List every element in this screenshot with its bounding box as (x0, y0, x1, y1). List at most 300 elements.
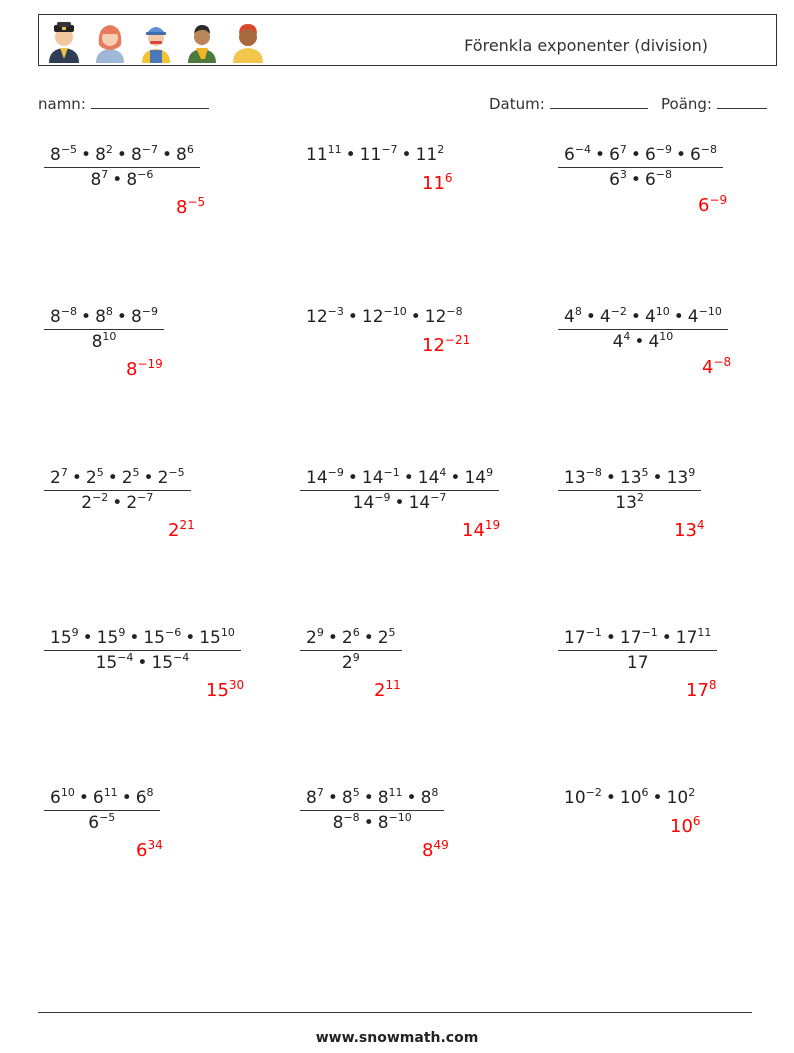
base: 14 (361, 468, 384, 488)
power-term (564, 468, 602, 488)
date-blank[interactable] (550, 94, 648, 109)
exponent: −9 (374, 491, 391, 504)
answer (176, 197, 205, 218)
answer-base: 17 (686, 680, 709, 701)
base: 13 (666, 468, 689, 488)
base: 8 (130, 145, 142, 165)
power-term (667, 468, 696, 488)
power-term (627, 653, 649, 673)
power-term (421, 788, 439, 808)
power-term (199, 628, 235, 648)
power-term (620, 788, 649, 808)
base: 15 (95, 653, 118, 673)
power-term (50, 468, 68, 488)
footer-url: www.snowmath.com (315, 1030, 479, 1046)
exponent: 2 (105, 143, 113, 156)
multiply-dot: • (327, 788, 338, 808)
problem-7 (44, 466, 195, 541)
date-field[interactable] (489, 94, 648, 113)
power-term (306, 628, 324, 648)
exponent: −7 (137, 491, 154, 504)
exponent: 2 (688, 786, 696, 799)
power-term (600, 307, 627, 327)
power-term (131, 145, 158, 165)
power-term (50, 307, 77, 327)
exponent: −4 (117, 651, 134, 664)
exponent: 5 (96, 466, 104, 479)
base: 8 (332, 813, 344, 833)
problem-13 (44, 786, 163, 861)
multiply-dot: • (112, 170, 123, 190)
base: 15 (199, 628, 221, 648)
worker-avatar-icon (137, 19, 175, 63)
exponent: 5 (388, 626, 396, 639)
multiply-dot: • (634, 332, 645, 352)
police-officer-avatar-icon (45, 19, 83, 63)
base: 8 (176, 145, 187, 165)
power-term (564, 145, 591, 165)
base: 8 (377, 788, 389, 808)
fraction (44, 628, 241, 673)
numerator (300, 788, 444, 811)
base: 15 (96, 628, 119, 648)
problem-15 (558, 786, 701, 837)
multiply-dot: • (403, 468, 414, 488)
base: 11 (306, 145, 328, 165)
answer (702, 357, 731, 378)
base: 2 (157, 468, 169, 488)
denominator (44, 651, 241, 673)
exponent: 11 (103, 786, 118, 799)
fraction (44, 307, 164, 352)
fraction (44, 788, 160, 833)
exponent: 7 (60, 466, 68, 479)
answer (422, 840, 449, 861)
base: 12 (306, 307, 328, 327)
denominator (300, 491, 499, 513)
multiply-dot: • (630, 307, 641, 327)
answer-exponent: −8 (713, 355, 732, 369)
name-blank[interactable] (91, 94, 209, 109)
exponent: 9 (688, 466, 696, 479)
base: 6 (609, 145, 620, 165)
name-field[interactable] (38, 94, 209, 113)
multiply-dot: • (161, 145, 173, 165)
problem-9 (558, 466, 705, 541)
base: 8 (130, 307, 142, 327)
exponent: 2 (437, 143, 445, 156)
base: 2 (121, 468, 133, 488)
exponent: −7 (141, 143, 158, 156)
multiply-dot: • (327, 628, 338, 648)
exponent: −6 (137, 168, 154, 181)
power-term (362, 468, 400, 488)
numerator (558, 307, 728, 330)
multiply-dot: • (82, 628, 93, 648)
power-term (667, 788, 696, 808)
fraction (558, 307, 728, 352)
base: 2 (81, 493, 93, 513)
power-term (95, 145, 113, 165)
denominator (300, 651, 402, 673)
score-blank[interactable] (717, 94, 767, 109)
multiply-dot: • (363, 813, 374, 833)
exponent: 5 (132, 466, 140, 479)
multiply-dot: • (605, 788, 616, 808)
answer (670, 816, 701, 837)
power-term (126, 493, 153, 513)
power-term (609, 170, 627, 190)
multiply-dot: • (185, 628, 196, 648)
problem-12 (558, 626, 717, 701)
power-term (676, 628, 712, 648)
base: 8 (50, 145, 61, 165)
power-term (50, 145, 77, 165)
exponent: −5 (99, 811, 116, 824)
answer-exponent: 6 (692, 814, 701, 828)
multiply-dot: • (363, 628, 374, 648)
base: 14 (352, 493, 375, 513)
base: 14 (306, 468, 328, 488)
answer-base: 14 (462, 520, 485, 541)
answer-exponent: 49 (433, 838, 449, 852)
base: 2 (85, 468, 97, 488)
power-term (131, 307, 158, 327)
exponent: −7 (430, 491, 447, 504)
exponent: −2 (585, 786, 602, 799)
power-term (564, 788, 602, 808)
base: 12 (424, 307, 447, 327)
answer-exponent: −21 (444, 333, 471, 347)
exponent: −5 (168, 466, 185, 479)
multiply-dot: • (675, 145, 687, 165)
exponent: 4 (439, 466, 447, 479)
exponent: 9 (486, 466, 494, 479)
exponent: 8 (105, 305, 113, 318)
answer-exponent: 6 (444, 171, 453, 185)
answer-exponent: 8 (708, 678, 717, 692)
multiply-dot: • (71, 468, 82, 488)
exponent: −8 (655, 168, 672, 181)
power-term (353, 493, 391, 513)
power-term (306, 788, 324, 808)
fraction (44, 468, 191, 513)
numerator (44, 788, 160, 811)
power-term (564, 628, 602, 648)
base: 4 (644, 307, 656, 327)
exponent: −2 (610, 305, 627, 318)
power-term (613, 332, 631, 352)
answer-base: 2 (374, 680, 386, 701)
problem-5 (300, 305, 471, 356)
exponent: −9 (655, 143, 672, 156)
exponent: −3 (327, 305, 344, 318)
power-term (620, 468, 649, 488)
multiply-dot: • (630, 145, 641, 165)
multiply-dot: • (347, 307, 358, 327)
base: 4 (612, 332, 624, 352)
power-term (645, 170, 672, 190)
base: 17 (626, 653, 649, 673)
worksheet-header (38, 14, 777, 66)
problem-11 (300, 626, 402, 701)
power-term (378, 628, 396, 648)
fraction (44, 145, 200, 190)
base: 13 (615, 493, 637, 513)
fraction (558, 468, 701, 513)
multiply-dot: • (652, 788, 663, 808)
answer-exponent: −19 (137, 357, 163, 371)
power-term (409, 493, 447, 513)
answer-base: 8 (126, 359, 138, 380)
base: 2 (341, 628, 353, 648)
exponent: 11 (697, 626, 712, 639)
denominator (44, 811, 160, 833)
multiply-dot: • (78, 788, 89, 808)
denominator (558, 168, 723, 190)
answer (422, 173, 453, 194)
base: 13 (619, 468, 642, 488)
fraction (558, 145, 723, 190)
exponent: −1 (641, 626, 658, 639)
base: 10 (666, 788, 689, 808)
answer-exponent: −5 (187, 195, 206, 209)
answer-base: 10 (670, 816, 693, 837)
base: 6 (644, 145, 656, 165)
denominator (44, 491, 191, 513)
base: 8 (91, 332, 103, 352)
base: 17 (675, 628, 698, 648)
multiply-dot: • (605, 468, 616, 488)
denominator (300, 811, 444, 833)
numerator (44, 145, 200, 168)
exponent: −8 (446, 305, 463, 318)
base: 6 (690, 145, 701, 165)
exponent: 5 (641, 466, 649, 479)
date-label: Datum: (489, 95, 545, 113)
exponent: 6 (641, 786, 649, 799)
expression (558, 788, 695, 808)
numerator (558, 468, 701, 491)
exponent: 9 (316, 626, 324, 639)
answer-exponent: 21 (179, 518, 195, 532)
power-term (342, 788, 360, 808)
exponent: 3 (619, 168, 627, 181)
answer (462, 520, 500, 541)
multiply-dot: • (137, 653, 148, 673)
multiply-dot: • (585, 307, 596, 327)
multiply-dot: • (81, 145, 92, 165)
power-term (92, 332, 117, 352)
power-term (86, 468, 104, 488)
problem-1 (44, 143, 206, 218)
exponent: 6 (352, 626, 360, 639)
exponent: 10 (655, 305, 670, 318)
power-term (126, 170, 153, 190)
multiply-dot: • (410, 307, 421, 327)
power-term (96, 653, 134, 673)
problem-8 (300, 466, 501, 541)
answer (686, 680, 717, 701)
denominator (44, 168, 200, 190)
answer-exponent: 30 (228, 678, 245, 692)
power-term (690, 145, 717, 165)
exponent: −10 (383, 305, 407, 318)
exponent: −10 (388, 811, 412, 824)
worksheet-title: Förenkla exponenter (division) (464, 36, 708, 55)
multiply-dot: • (661, 628, 672, 648)
exponent: 10 (60, 786, 75, 799)
power-term (306, 468, 344, 488)
answer-base: 6 (136, 840, 148, 861)
denominator (558, 330, 728, 352)
base: 2 (341, 653, 353, 673)
base: 4 (687, 307, 699, 327)
score-label: Poäng: (661, 95, 712, 113)
multiply-dot: • (129, 628, 140, 648)
answer (126, 359, 163, 380)
base: 8 (420, 788, 432, 808)
exponent: 11 (327, 143, 342, 156)
answer-exponent: 4 (696, 518, 705, 532)
multiply-dot: • (652, 468, 663, 488)
power-term (143, 628, 181, 648)
numerator (300, 628, 402, 651)
power-term (50, 628, 79, 648)
power-term (615, 493, 644, 513)
power-term (81, 493, 108, 513)
problem-14 (300, 786, 449, 861)
multiply-dot: • (107, 468, 118, 488)
answer (422, 335, 470, 356)
base: 4 (599, 307, 611, 327)
exponent: −8 (60, 305, 78, 318)
power-term (620, 628, 658, 648)
problem-3 (558, 143, 728, 216)
base: 8 (95, 145, 106, 165)
answer-base: 15 (206, 680, 229, 701)
exponent: 2 (636, 491, 644, 504)
exponent: 4 (623, 330, 631, 343)
exponent: 6 (186, 143, 194, 156)
multiply-dot: • (673, 307, 684, 327)
base: 8 (95, 307, 106, 327)
base: 8 (306, 788, 317, 808)
answer (674, 520, 705, 541)
base: 2 (50, 468, 61, 488)
base: 6 (644, 170, 656, 190)
numerator (300, 468, 499, 491)
multiply-dot: • (450, 468, 461, 488)
score-field[interactable] (661, 94, 767, 113)
exponent: 7 (316, 786, 324, 799)
multiply-dot: • (605, 628, 616, 648)
multiply-dot: • (630, 170, 641, 190)
multiply-dot: • (406, 788, 417, 808)
denominator (558, 491, 701, 513)
power-term (416, 145, 445, 165)
base: 4 (564, 307, 575, 327)
numerator (44, 307, 164, 330)
man-scarf-avatar-icon (183, 19, 221, 63)
multiply-dot: • (363, 788, 374, 808)
base: 11 (359, 145, 382, 165)
power-term (136, 788, 154, 808)
base: 15 (143, 628, 165, 648)
base: 6 (609, 170, 620, 190)
power-term (306, 145, 342, 165)
base: 12 (361, 307, 384, 327)
exponent: 5 (352, 786, 360, 799)
multiply-dot: • (143, 468, 154, 488)
base: 2 (306, 628, 317, 648)
power-term (50, 788, 75, 808)
exponent: −7 (381, 143, 398, 156)
exponent: −9 (327, 466, 344, 479)
answer (206, 680, 244, 701)
numerator (44, 628, 241, 651)
base: 4 (648, 332, 660, 352)
power-term (362, 307, 407, 327)
power-term (464, 468, 493, 488)
base: 15 (151, 653, 174, 673)
exponent: −10 (698, 305, 722, 318)
multiply-dot: • (116, 307, 127, 327)
exponent: −6 (164, 626, 182, 639)
power-term (88, 813, 115, 833)
multiply-dot: • (345, 145, 356, 165)
multiply-dot: • (401, 145, 412, 165)
power-term (93, 788, 118, 808)
base: 8 (126, 170, 138, 190)
base: 8 (50, 307, 61, 327)
base: 10 (619, 788, 642, 808)
base: 14 (417, 468, 440, 488)
base: 11 (415, 145, 438, 165)
exponent: −2 (92, 491, 109, 504)
expression (300, 307, 463, 327)
answer (374, 680, 401, 701)
power-term (151, 653, 189, 673)
answer (168, 520, 195, 541)
multiply-dot: • (394, 493, 405, 513)
exponent: 9 (352, 651, 360, 664)
power-term (418, 468, 447, 488)
numerator (558, 145, 723, 168)
expression (300, 145, 444, 165)
power-term (645, 145, 672, 165)
problem-10 (44, 626, 245, 701)
answer-base: 11 (422, 173, 445, 194)
exponent: 8 (146, 786, 154, 799)
exponent: −1 (585, 626, 602, 639)
power-term (342, 653, 360, 673)
answer-exponent: −9 (709, 193, 728, 207)
multiply-dot: • (112, 493, 123, 513)
name-label: namn: (38, 95, 86, 113)
base: 6 (135, 788, 147, 808)
answer-base: 6 (698, 195, 710, 216)
base: 13 (564, 468, 586, 488)
denominator (44, 330, 164, 352)
exponent: 10 (102, 330, 117, 343)
fraction (300, 788, 444, 833)
answer (698, 195, 727, 216)
avatar-row (45, 19, 267, 63)
power-term (564, 307, 582, 327)
exponent: 8 (574, 305, 582, 318)
power-term (158, 468, 185, 488)
